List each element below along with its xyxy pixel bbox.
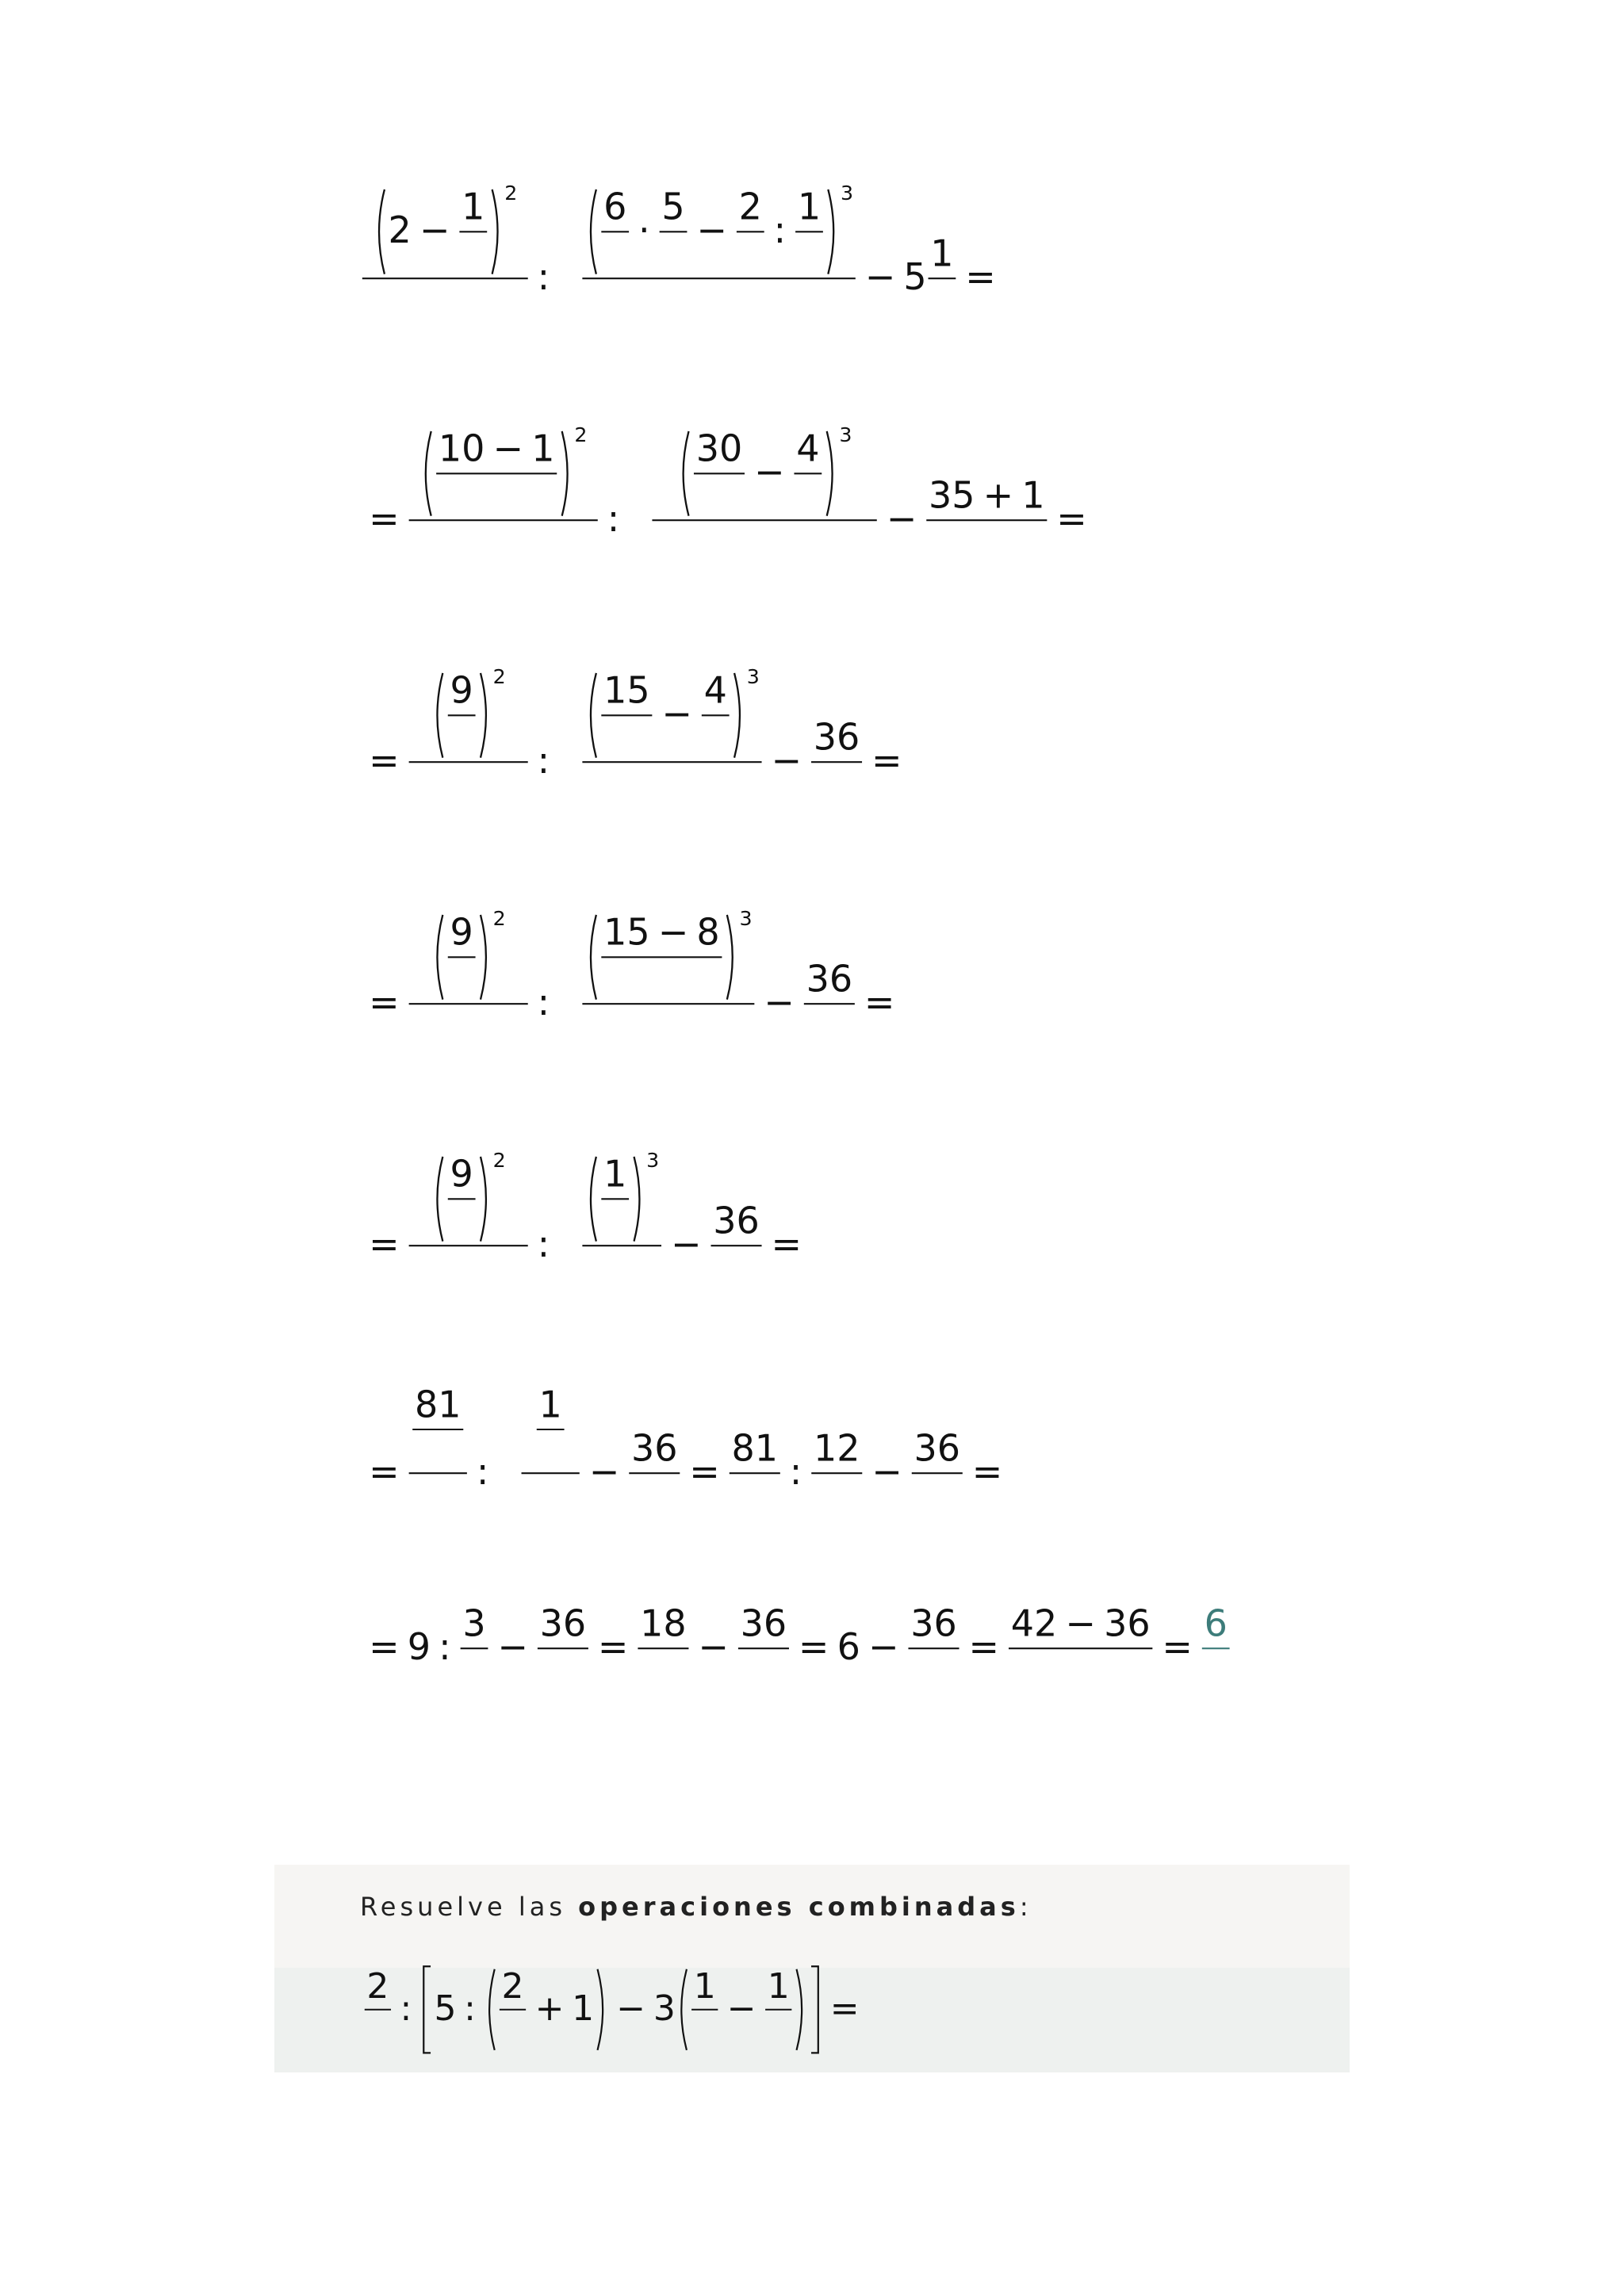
math-operator: = (965, 255, 996, 298)
math-number: 2 (501, 1965, 524, 2007)
math-number: 6 (837, 1625, 860, 1668)
math-number: 9 (407, 1625, 431, 1668)
instruction-suffix: : (1019, 1892, 1032, 1922)
math-operator: = (864, 981, 895, 1024)
math-number: 9 (450, 668, 473, 712)
right-paren (734, 673, 740, 758)
math-number: 1 (767, 1965, 790, 2007)
math-number: 3 (462, 1601, 486, 1645)
math-operator: − (492, 427, 524, 470)
math-number: 42 (1010, 1601, 1058, 1645)
math-operator: · (638, 209, 650, 252)
math-number: 3 (646, 1148, 660, 1172)
math-operator: = (798, 1625, 829, 1668)
math-number: 1 (797, 185, 822, 228)
math-operator: − (1065, 1601, 1096, 1645)
math-number: 36 (806, 957, 853, 1001)
math-operator: : (537, 1223, 550, 1265)
math-operator: : (773, 209, 787, 252)
math-number: 3 (653, 1988, 676, 2029)
math-operator: − (661, 692, 692, 736)
math-number: 1 (693, 1965, 716, 2007)
math-number: 12 (814, 1426, 860, 1470)
math-operator: = (971, 1450, 1003, 1493)
math-operator: − (616, 1988, 646, 2029)
math-operator: − (497, 1625, 528, 1668)
left-paren (684, 431, 689, 516)
left-paren (379, 189, 385, 274)
math-operator: : (537, 739, 550, 782)
math-number: 2 (388, 209, 412, 252)
math-operator: − (886, 497, 917, 540)
right-paren (492, 189, 498, 274)
math-number: 6 (1204, 1601, 1228, 1645)
math-number: 1 (572, 1988, 595, 2029)
math-number: 36 (1104, 1601, 1151, 1645)
math-operator: − (588, 1450, 620, 1493)
math-operator: − (726, 1988, 756, 2029)
right-bracket (811, 1966, 818, 2053)
math-number: 1 (538, 1383, 562, 1426)
math-number: 36 (631, 1426, 678, 1470)
math-operator: = (369, 1223, 400, 1265)
right-paren (562, 431, 568, 516)
math-number: 81 (731, 1426, 779, 1470)
math-number: 3 (840, 181, 854, 205)
exercise-panel (274, 1865, 1350, 2072)
math-operator: = (369, 1450, 400, 1493)
math-number: 8 (696, 910, 720, 954)
right-paren (634, 1157, 640, 1242)
math-number: 1 (930, 232, 954, 275)
math-number: 81 (414, 1383, 462, 1426)
math-operator: − (868, 1625, 899, 1668)
math-operator: = (369, 981, 400, 1024)
math-number: 36 (910, 1601, 957, 1645)
step-4 (369, 907, 894, 1024)
math-number: 1 (531, 427, 555, 470)
math-number: 3 (839, 423, 852, 446)
math-operator: − (753, 450, 785, 494)
left-paren (591, 915, 596, 1000)
math-operator: : (537, 981, 550, 1024)
math-number: 10 (438, 427, 485, 470)
math-operator: = (1056, 497, 1087, 540)
math-operator: : (789, 1450, 802, 1493)
right-paren (481, 1157, 486, 1242)
math-operator: = (597, 1625, 629, 1668)
math-operator: = (968, 1625, 1000, 1668)
math-number: 3 (746, 664, 760, 688)
left-paren (426, 431, 431, 516)
left-paren (591, 189, 596, 274)
math-operator: = (369, 497, 400, 540)
math-number: 1 (462, 185, 485, 228)
math-number: 2 (492, 906, 506, 930)
step-1-original-expression (362, 182, 996, 298)
math-operator: : (439, 1625, 451, 1668)
math-number: 36 (914, 1426, 961, 1470)
math-operator: − (657, 910, 689, 954)
math-number: 4 (703, 668, 727, 712)
exercise-formula (365, 1966, 860, 2053)
math-operator: − (696, 209, 727, 252)
right-paren (727, 915, 733, 1000)
math-operator: : (400, 1988, 412, 2029)
step-6 (369, 1383, 1002, 1493)
math-number: 6 (603, 185, 627, 228)
math-operator: + (982, 473, 1014, 517)
math-operator: − (864, 255, 896, 298)
math-number: 36 (813, 715, 860, 759)
math-number: 2 (574, 423, 588, 446)
step-5 (369, 1149, 802, 1265)
right-paren (797, 1969, 802, 2050)
instruction-prefix: Resuelve las (360, 1892, 579, 1922)
math-operator: = (689, 1450, 720, 1493)
math-operator: : (464, 1988, 476, 2029)
math-number: 36 (539, 1601, 587, 1645)
math-operator: − (670, 1223, 702, 1265)
exercise-expression (274, 1865, 1350, 2072)
math-operator: = (871, 739, 902, 782)
instruction-bold: operaciones combinadas (578, 1892, 1020, 1922)
step-3 (369, 665, 902, 782)
math-number: 2 (492, 664, 506, 688)
left-paren (591, 1157, 596, 1242)
math-number: 2 (738, 185, 762, 228)
left-paren (437, 1157, 442, 1242)
math-number: 1 (603, 1152, 627, 1196)
left-paren (591, 673, 596, 758)
math-number: 4 (796, 427, 820, 470)
right-paren (598, 1969, 603, 2050)
math-number: 2 (492, 1148, 506, 1172)
math-number: 9 (450, 1152, 473, 1196)
right-paren (481, 915, 486, 1000)
left-paren (437, 915, 442, 1000)
math-number: 15 (603, 668, 650, 712)
math-operator: = (369, 739, 400, 782)
math-operator: = (829, 1988, 860, 2029)
math-operator: − (698, 1625, 729, 1668)
math-number: 3 (739, 906, 753, 930)
math-number: 1 (1021, 473, 1045, 517)
math-number: 5 (661, 185, 685, 228)
math-number: 18 (640, 1601, 687, 1645)
step-2 (369, 423, 1087, 540)
math-number: 15 (603, 910, 650, 954)
math-number: 2 (504, 181, 518, 205)
math-operator: : (607, 497, 620, 540)
left-paren (681, 1969, 687, 2050)
math-number: 9 (450, 910, 473, 954)
math-number: 30 (695, 427, 743, 470)
math-number: 36 (713, 1199, 760, 1242)
left-paren (437, 673, 442, 758)
math-operator: + (534, 1988, 565, 2029)
math-number: 5 (434, 1988, 457, 2029)
math-operator: = (771, 1223, 802, 1265)
right-paren (481, 673, 486, 758)
math-operator: − (871, 1450, 902, 1493)
right-paren (827, 431, 833, 516)
math-operator: = (369, 1625, 400, 1668)
right-paren (828, 189, 833, 274)
math-operator: − (419, 209, 450, 252)
math-operator: : (476, 1450, 489, 1493)
left-bracket (423, 1966, 431, 2053)
math-number: 2 (366, 1965, 389, 2007)
math-operator: − (771, 739, 802, 782)
left-paren (489, 1969, 495, 2050)
math-number: 36 (740, 1601, 787, 1645)
math-number: 35 (929, 473, 975, 517)
math-operator: : (537, 255, 550, 298)
step-7 (369, 1602, 1229, 1668)
math-operator: − (764, 981, 795, 1024)
math-operator: = (1162, 1625, 1193, 1668)
math-number: 5 (903, 255, 927, 298)
